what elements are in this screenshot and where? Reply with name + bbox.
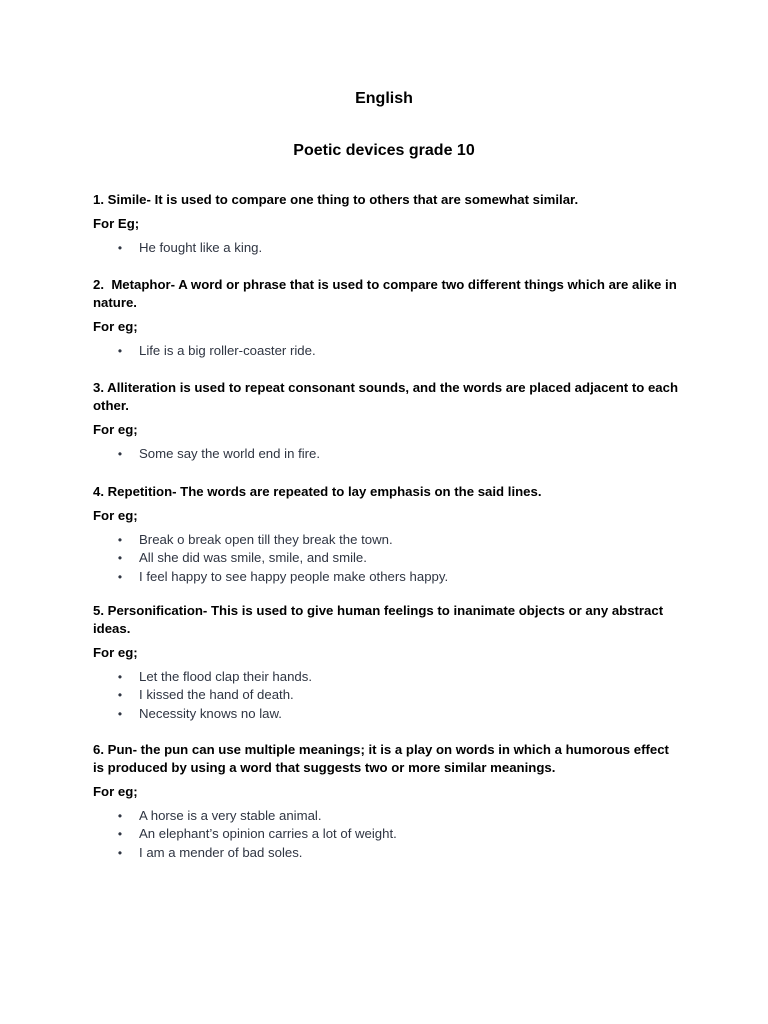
- bullet-icon: •: [117, 670, 123, 684]
- example-label: For eg;: [93, 784, 138, 799]
- section-heading: 5. Personification- This is used to give human feelings to inanimate objects or any abstract ideas.: [93, 603, 667, 636]
- bullet-icon: •: [117, 809, 123, 823]
- section-pun: [93, 741, 683, 862]
- example-label: For eg;: [93, 422, 138, 437]
- example-label: For Eg;: [93, 216, 140, 231]
- example-item: • I kissed the hand of death.: [93, 686, 683, 704]
- section-heading: 4. Repetition- The words are repeated to lay emphasis on the said lines.: [93, 484, 542, 499]
- example-item: • He fought like a king.: [93, 239, 683, 257]
- example-item: • Some say the world end in fire.: [93, 445, 683, 463]
- bullet-icon: •: [117, 845, 123, 860]
- example-list: [93, 342, 683, 360]
- example-label: For eg;: [93, 319, 138, 334]
- example-list: [93, 531, 683, 586]
- section-heading: 2. Metaphor- A word or phrase that is used to compare two different things which are alike in nature.: [93, 277, 681, 310]
- example-item: • Life is a big roller-coaster ride.: [93, 342, 683, 360]
- example-item: • Necessity knows no law.: [93, 705, 683, 723]
- example-item: • All she did was smile, smile, and smile.: [93, 549, 683, 567]
- section-personification: [93, 602, 683, 723]
- example-label: For eg;: [93, 645, 138, 660]
- section-heading: 3. Alliteration is used to repeat consonant sounds, and the words are placed adjacent to each other.: [93, 380, 682, 413]
- example-item: • A horse is a very stable animal.: [93, 807, 683, 825]
- example-item: • Break o break open till they break the town.: [93, 531, 683, 549]
- example-list: [93, 807, 683, 862]
- section-repetition: [93, 483, 683, 586]
- bullet-icon: •: [117, 533, 123, 547]
- section-simile: [93, 191, 683, 257]
- section-alliteration: [93, 379, 683, 463]
- bullet-icon: •: [117, 688, 123, 703]
- example-item: • I am a mender of bad soles.: [93, 844, 683, 862]
- example-item: • I feel happy to see happy people make others happy.: [93, 568, 683, 586]
- bullet-icon: •: [117, 706, 123, 721]
- document-subject: English: [355, 90, 413, 107]
- document-title: Poetic devices grade 10: [293, 142, 475, 159]
- example-list: [93, 239, 683, 257]
- bullet-icon: •: [117, 827, 123, 842]
- example-item: • An elephant’s opinion carries a lot of weight.: [93, 825, 683, 843]
- bullet-icon: •: [117, 569, 123, 584]
- section-heading: 6. Pun- the pun can use multiple meanings; it is a play on words in which a humorous effect is produced by using a word that suggests two or more similar meanings.: [93, 742, 673, 775]
- example-item: • Let the flood clap their hands.: [93, 668, 683, 686]
- example-list: [93, 445, 683, 463]
- section-heading: 1. Simile- It is used to compare one thing to others that are somewhat similar.: [93, 192, 579, 207]
- bullet-icon: •: [117, 551, 123, 566]
- example-list: [93, 668, 683, 723]
- example-label: For eg;: [93, 508, 138, 523]
- bullet-icon: •: [117, 447, 123, 461]
- bullet-icon: •: [117, 241, 123, 255]
- bullet-icon: •: [117, 344, 123, 358]
- section-metaphor: [93, 276, 683, 360]
